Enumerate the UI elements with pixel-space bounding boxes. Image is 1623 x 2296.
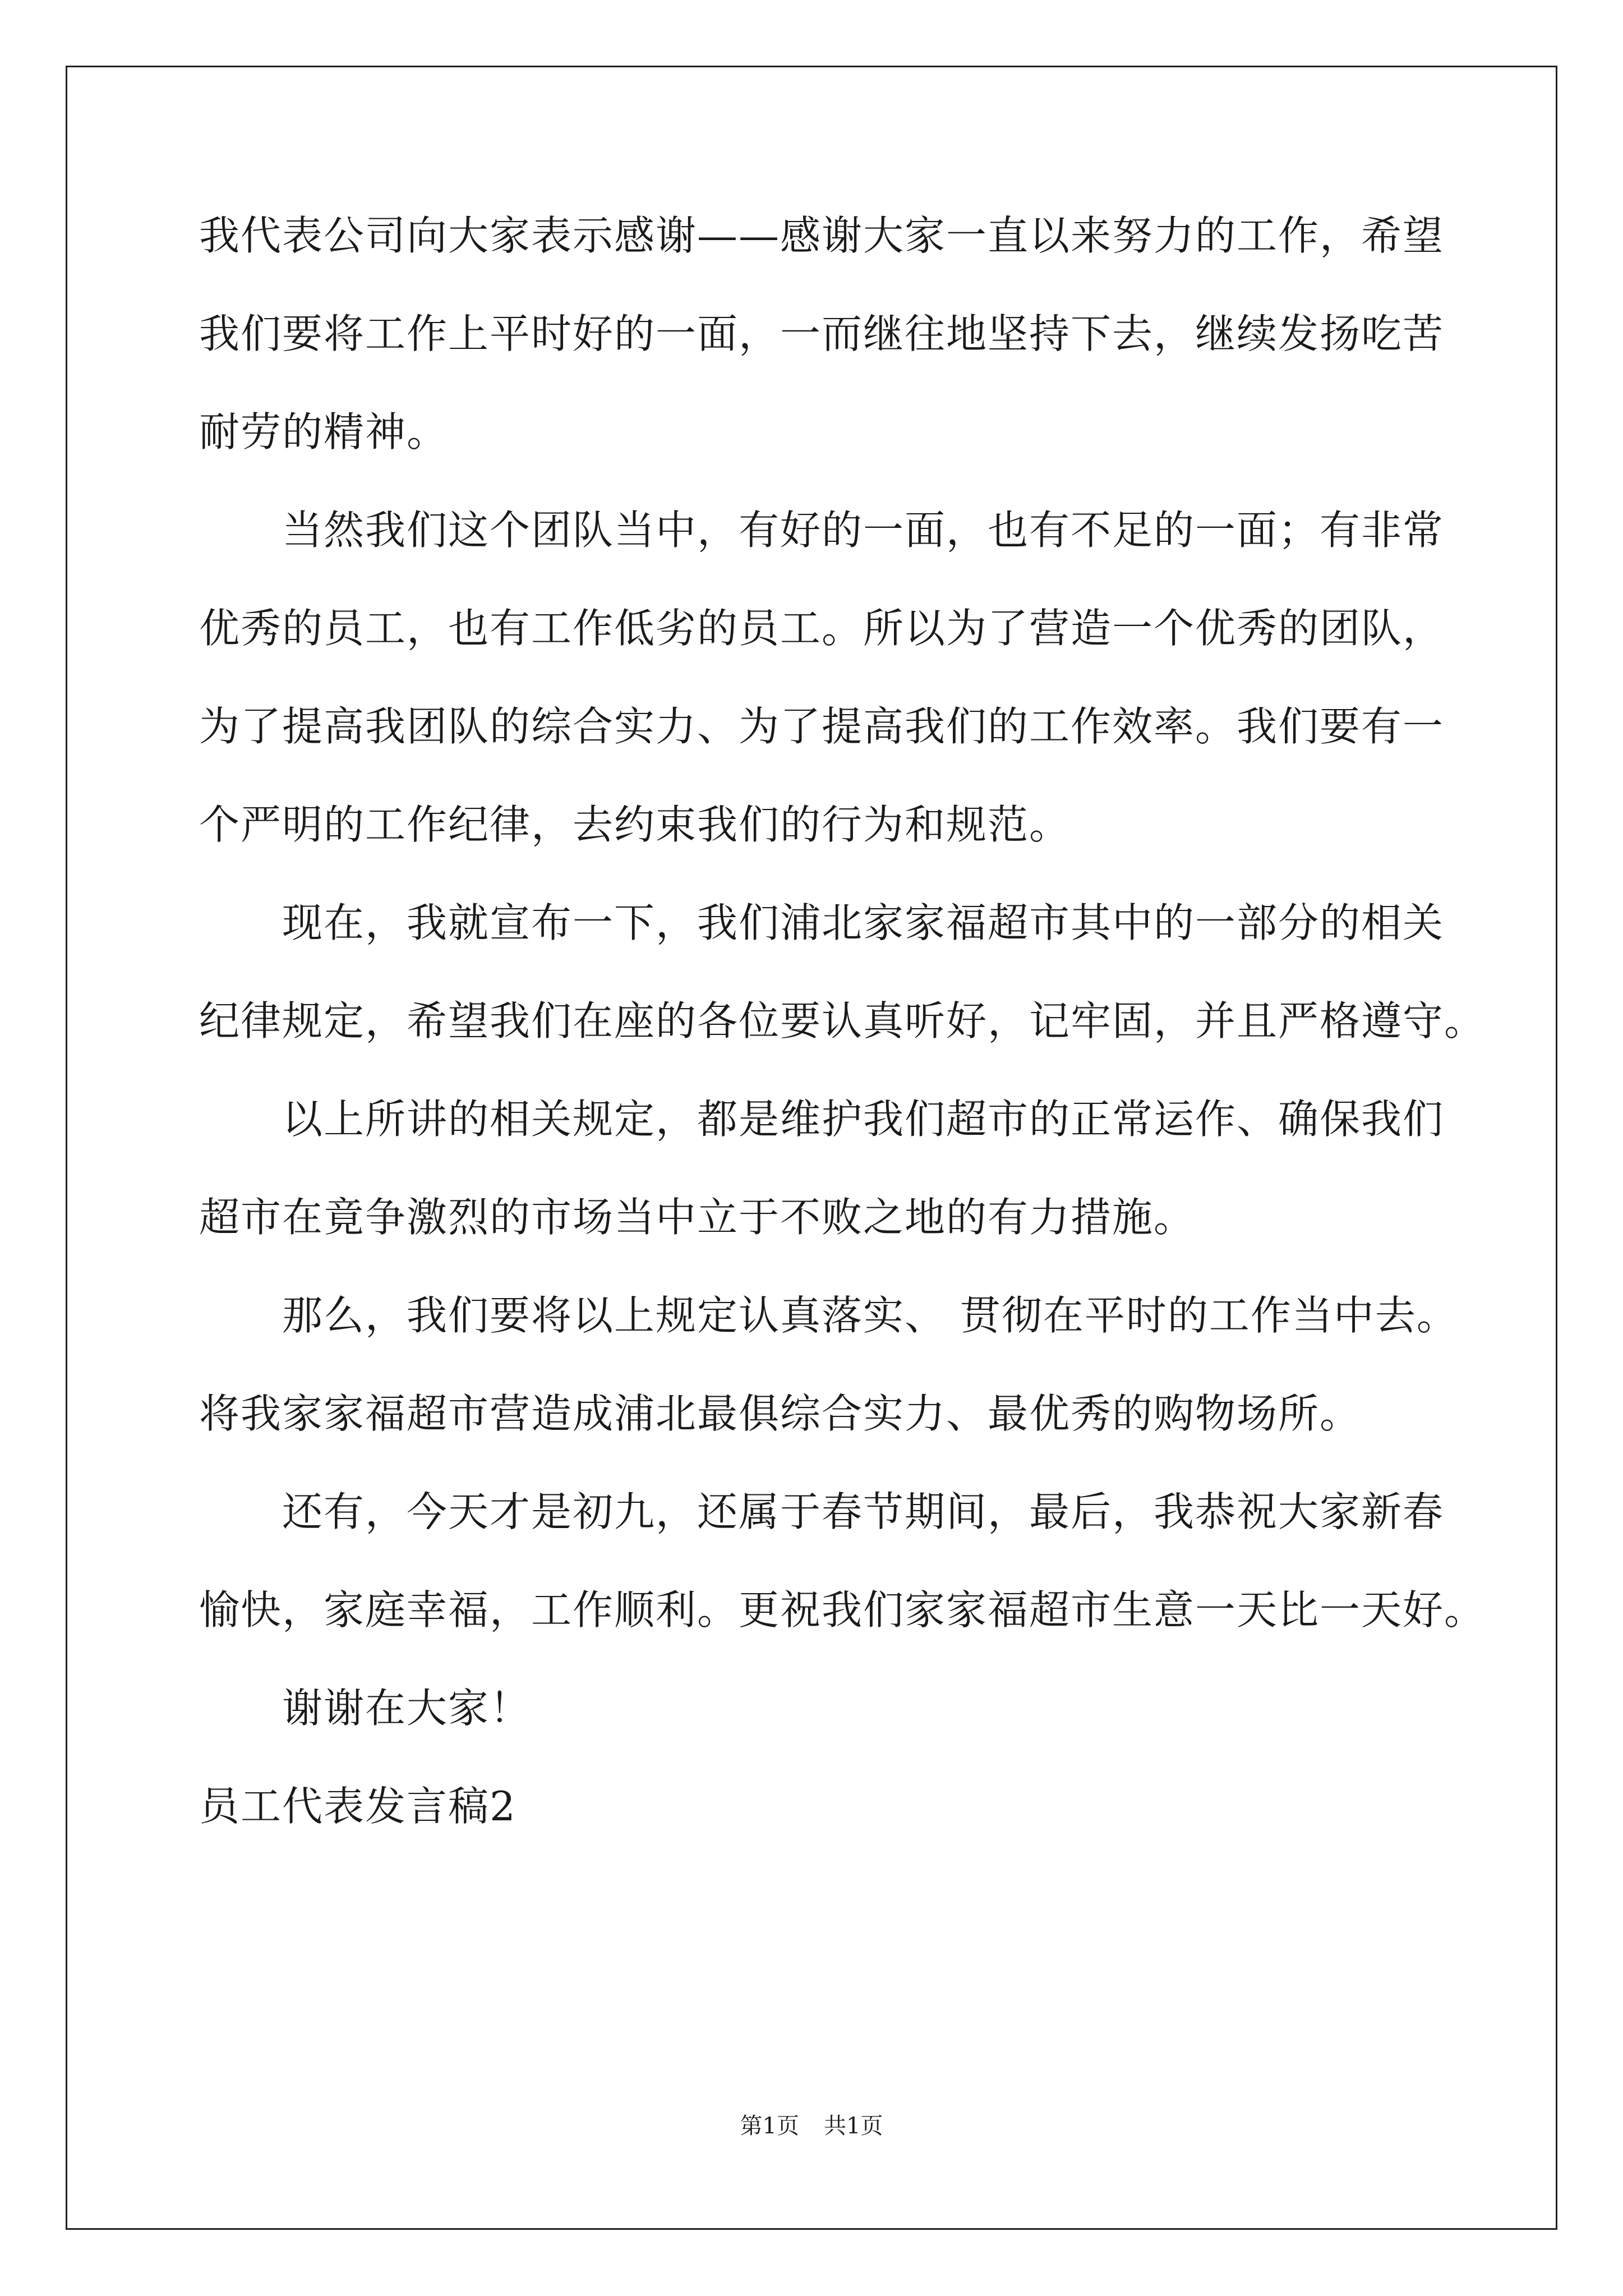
text-line: 将我家家福超市营造成浦北最俱综合实力、最优秀的购物场所。 bbox=[199, 1390, 1362, 1437]
section-heading: 员工代表发言稿2 bbox=[199, 1783, 517, 1830]
text-line: 愉快，家庭幸福，工作顺利。更祝我们家家福超市生意一天比一天好。 bbox=[199, 1586, 1486, 1634]
text-line: 个严明的工作纪律，去约束我们的行为和规范。 bbox=[199, 801, 1071, 848]
text-line: 优秀的员工，也有工作低劣的员工。所以为了营造一个优秀的团队， bbox=[199, 605, 1445, 652]
paragraph-start-line: 那么，我们要将以上规定认真落实、 贯彻在平时的工作当中去。 bbox=[282, 1292, 1458, 1339]
closing-line: 谢谢在大家！ bbox=[282, 1685, 532, 1732]
text-line: 纪律规定，希望我们在座的各位要认真听好，记牢固，并且严格遵守。 bbox=[199, 997, 1486, 1045]
text-line: 我们要将工作上平时好的一面，一而继往地坚持下去，继续发扬吃苦 bbox=[199, 310, 1445, 357]
paragraph-start-line: 当然我们这个团队当中，有好的一面，也有不足的一面；有非常 bbox=[282, 507, 1445, 554]
text-line: 耐劳的精神。 bbox=[199, 408, 449, 455]
page-total: 共1页 bbox=[824, 2113, 883, 2139]
paragraph-start-line: 还有，今天才是初九，还属于春节期间，最后，我恭祝大家新春 bbox=[282, 1488, 1445, 1535]
paragraph-start-line: 以上所讲的相关规定，都是维护我们超市的正常运作、确保我们 bbox=[282, 1096, 1445, 1143]
text-line: 超市在竟争激烈的市场当中立于不败之地的有力措施。 bbox=[199, 1194, 1196, 1241]
text-line: 为了提高我团队的综合实力、为了提高我们的工作效率。我们要有一 bbox=[199, 703, 1445, 750]
page-footer bbox=[0, 2109, 1623, 2143]
paragraph-start-line: 现在，我就宣布一下，我们浦北家家福超市其中的一部分的相关 bbox=[282, 899, 1445, 946]
page-number: 第1页 bbox=[740, 2113, 799, 2139]
text-line: 我代表公司向大家表示感谢——感谢大家一直以来努力的工作，希望 bbox=[199, 212, 1445, 259]
page-border bbox=[66, 66, 1557, 2230]
